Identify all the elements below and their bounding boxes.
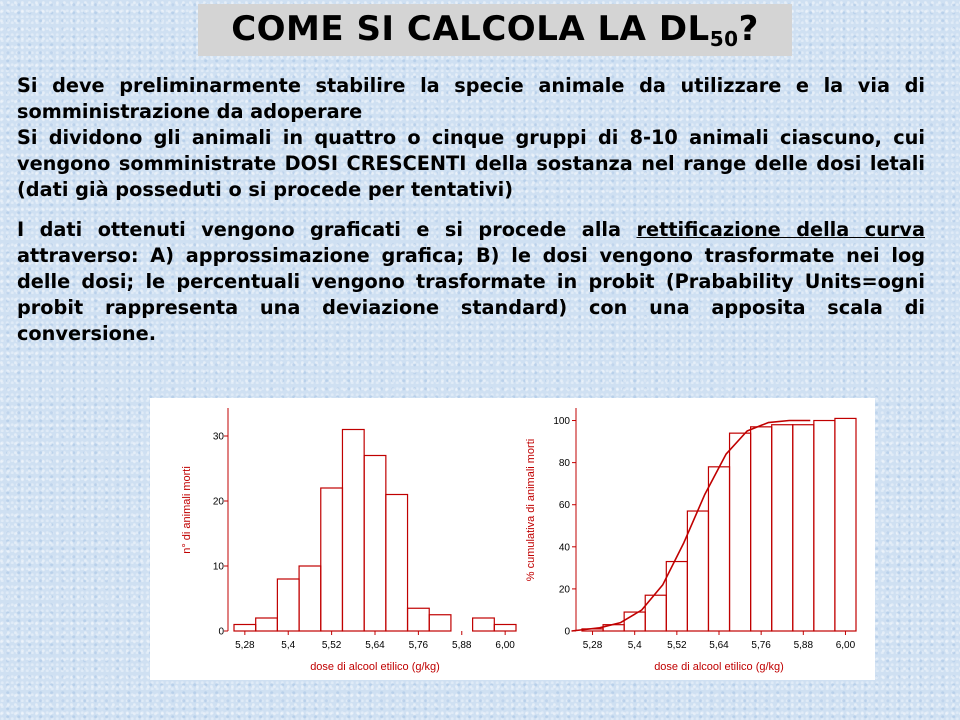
y-tick-label: 30 <box>212 431 224 443</box>
x-tick-label: 5,52 <box>667 640 687 651</box>
histogram-bar <box>256 618 278 631</box>
x-tick-label: 5,88 <box>452 640 472 651</box>
x-tick-label: 5,4 <box>627 640 642 651</box>
figure-panel <box>150 398 875 680</box>
histogram-bar <box>494 625 516 632</box>
x-tick-label: 5,76 <box>751 640 771 651</box>
x-tick-label: 6,00 <box>495 640 515 651</box>
body-text <box>17 73 925 347</box>
y-axis-label: % cumulativa di animali morti <box>525 438 537 582</box>
histogram-bar <box>473 618 495 631</box>
y-tick-label: 20 <box>558 584 570 596</box>
x-tick-label: 5,88 <box>793 640 814 651</box>
paragraph-graph <box>17 217 925 347</box>
x-tick-label: 5,4 <box>281 640 296 651</box>
x-tick-label: 5,76 <box>408 640 429 651</box>
paragraph-graph-start: I dati ottenuti vengono graficati e si procede alla <box>17 218 637 241</box>
title-subscript: 50 <box>709 27 739 51</box>
histogram-bar <box>835 418 856 631</box>
x-tick-label: 5,64 <box>365 640 385 651</box>
slide-title <box>231 9 759 51</box>
title-end: ? <box>738 9 759 49</box>
histogram-bar <box>708 467 729 631</box>
x-tick-label: 5,52 <box>321 640 342 651</box>
y-tick-label: 10 <box>212 561 224 573</box>
y-tick-label: 100 <box>553 416 570 428</box>
histogram-bar <box>408 608 430 631</box>
title-box <box>198 4 792 56</box>
histogram-bar <box>645 595 666 631</box>
y-tick-label: 80 <box>558 458 570 470</box>
x-axis-label: dose di alcool etilico (g/kg) <box>654 661 784 673</box>
y-tick-label: 40 <box>558 542 570 554</box>
histogram-bar <box>730 433 751 631</box>
histogram-bar <box>342 430 364 632</box>
histogram-bar <box>321 488 343 631</box>
y-tick-label: 60 <box>558 500 570 512</box>
x-tick-label: 5,28 <box>582 640 603 651</box>
histogram-bar <box>793 425 814 631</box>
x-tick-label: 5,64 <box>709 640 729 651</box>
x-axis-label: dose di alcool etilico (g/kg) <box>310 661 440 673</box>
histogram-bar <box>277 579 299 631</box>
y-tick-label: 0 <box>564 626 570 638</box>
histogram-bar <box>234 625 256 632</box>
histogram-bar <box>429 615 451 631</box>
histogram-bar <box>751 427 772 631</box>
y-tick-label: 0 <box>218 626 224 638</box>
histogram-bar <box>364 456 386 632</box>
paragraph-graph-end: attraverso: A) approssimazione grafica; B) le dosi vengono trasformate nei log delle dosi; le percentuali vengono trasformate in probit (Prabability Units=ogni probit rappresenta una deviazione standard) con una apposita scala di conversione. <box>17 244 925 345</box>
y-axis-label: n° di animali morti <box>181 466 193 554</box>
x-tick-label: 5,28 <box>235 640 255 651</box>
sigmoid-curve <box>572 421 811 632</box>
y-tick-label: 20 <box>212 496 224 508</box>
figure-svg <box>150 398 875 680</box>
paragraph-species: Si deve preliminarmente stabilire la specie animale da utilizzare e la via di somministrazione da adoperare <box>17 74 925 123</box>
title-main: COME SI CALCOLA LA DL <box>231 9 710 49</box>
x-tick-label: 6,00 <box>835 640 856 651</box>
histogram-bar <box>386 495 408 632</box>
histogram-bar <box>772 425 793 631</box>
histogram-bar <box>814 421 835 631</box>
paragraph-graph-underlined: rettificazione della curva <box>636 218 925 241</box>
paragraph-groups: Si dividono gli animali in quattro o cinque gruppi di 8-10 animali ciascuno, cui vengono somministrate DOSI CRESCENTI della sostanza nel range delle dosi letali (dati già posseduti o si procede per tentativi) <box>17 126 925 201</box>
histogram-bar <box>299 566 321 631</box>
